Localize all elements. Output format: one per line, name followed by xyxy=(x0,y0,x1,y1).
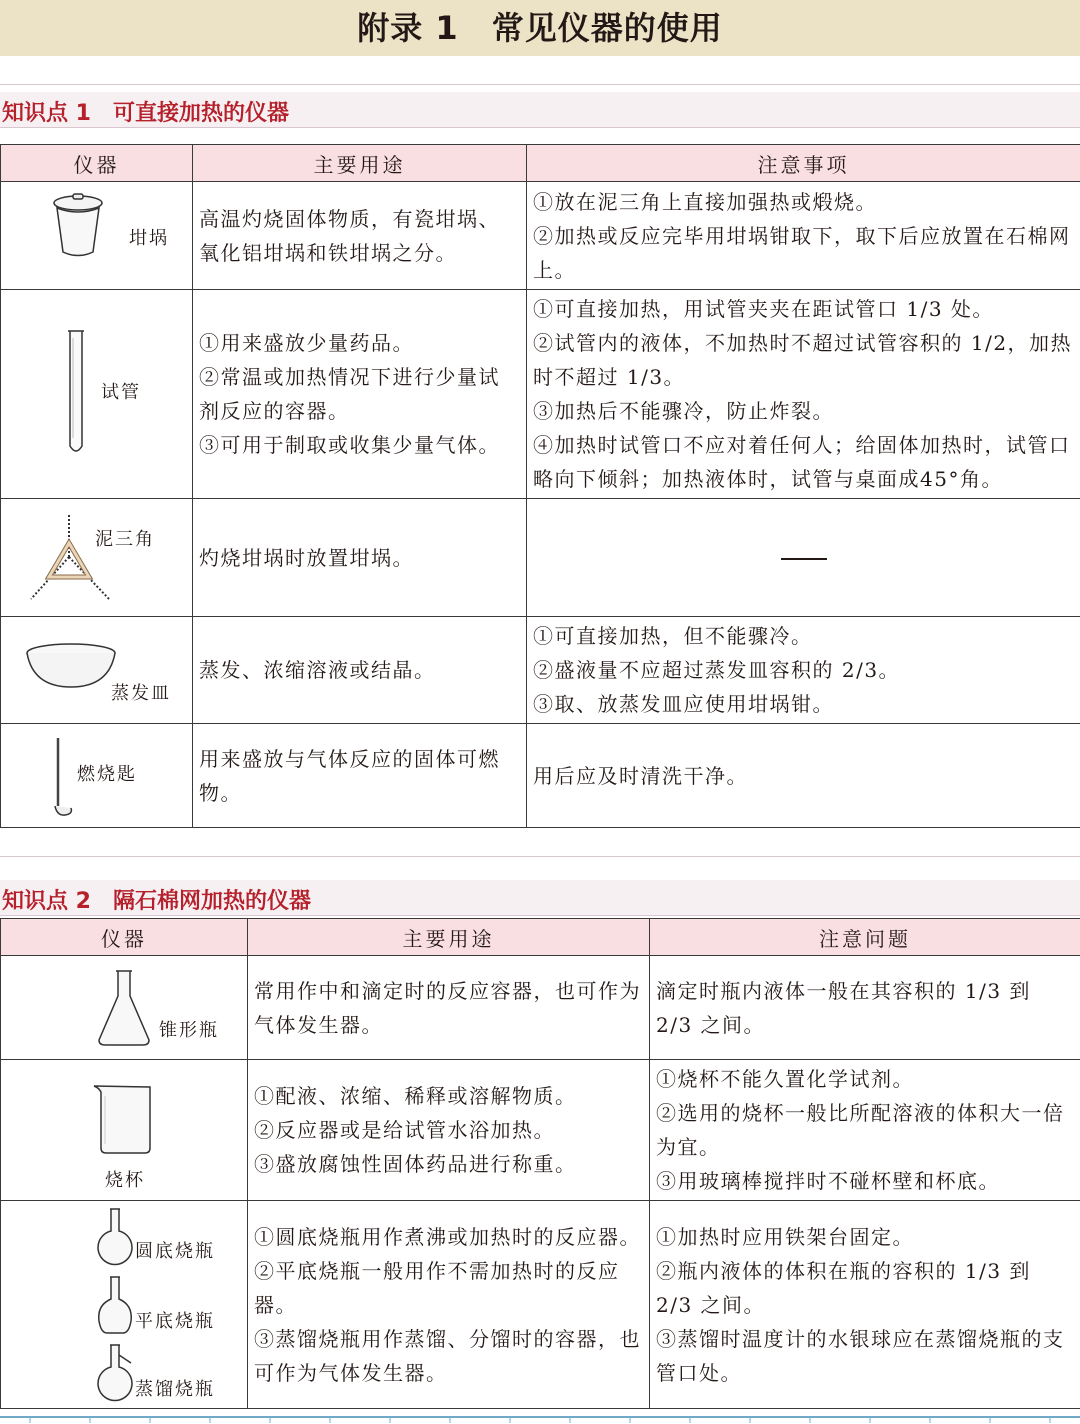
section-1-title: 知识点 1 可直接加热的仪器 xyxy=(2,101,289,126)
use-line: ②平底烧瓶一般用作不需加热时的反应器。 xyxy=(254,1258,620,1317)
note-line: ③取、放蒸发皿应使用坩埚钳。 xyxy=(533,692,834,716)
use-cell xyxy=(193,182,527,290)
test-tube-icon xyxy=(65,328,87,458)
use-cell xyxy=(248,1201,650,1409)
header-instrument: 仪器 xyxy=(1,919,248,956)
table-row xyxy=(1,724,1080,828)
note-line: ③加热后不能骤冷，防止炸裂。 xyxy=(533,399,834,423)
empty-dash xyxy=(781,558,827,560)
table-direct-heating xyxy=(0,144,1080,828)
note-line: ②选用的烧杯一般比所配溶液的体积大一倍为宜。 xyxy=(656,1101,1065,1159)
table-row xyxy=(1,499,1080,617)
instrument-cell xyxy=(1,499,193,617)
evaporating-dish-icon xyxy=(23,641,119,691)
use-line: ③蒸馏烧瓶用作蒸馏、分馏时的容器，也可作为气体发生器。 xyxy=(254,1326,641,1385)
instrument-name: 平底烧瓶 xyxy=(135,1311,215,1332)
instrument-cell xyxy=(1,1060,248,1201)
section-1-heading xyxy=(0,92,1080,128)
table-header-row xyxy=(1,919,1080,956)
instrument-name: 泥三角 xyxy=(95,529,155,550)
use-cell xyxy=(193,499,527,617)
note-line: ④加热时试管口不应对着任何人；给固体加热时，试管口略向下倾斜；加热液体时，试管与桌面成45°角。 xyxy=(533,433,1071,491)
instrument-cell xyxy=(1,290,193,499)
use-line: ②常温或加热情况下进行少量试剂反应的容器。 xyxy=(199,365,500,423)
use-cell xyxy=(248,1060,650,1201)
notes-cell xyxy=(527,182,1080,290)
header-instrument: 仪器 xyxy=(1,145,193,182)
section-rule xyxy=(0,915,1080,916)
use-cell xyxy=(193,290,527,499)
header-use: 主要用途 xyxy=(193,145,527,182)
note-line: ①加热时应用铁架台固定。 xyxy=(656,1224,914,1249)
notes-cell xyxy=(650,1060,1080,1201)
section-2-title: 知识点 2 隔石棉网加热的仪器 xyxy=(2,889,311,914)
table-header-row xyxy=(1,145,1080,182)
note-line: ③蒸馏时温度计的水银球应在蒸馏烧瓶的支管口处。 xyxy=(656,1326,1065,1385)
use-line: 蒸发、浓缩溶液或结晶。 xyxy=(199,658,436,682)
use-line: 高温灼烧固体物质，有瓷坩埚、氧化铝坩埚和铁坩埚之分。 xyxy=(199,206,500,265)
use-line: ①用来盛放少量药品。 xyxy=(199,331,414,355)
table-asbestos-heating xyxy=(0,918,1080,1409)
use-line: ①配液、浓缩、稀释或溶解物质。 xyxy=(254,1084,577,1108)
table-row xyxy=(1,956,1080,1060)
flat-bottom-flask-icon xyxy=(95,1275,135,1337)
note-line: 用后应及时清洗干净。 xyxy=(533,763,748,788)
combustion-spoon-icon xyxy=(51,736,77,818)
table-row xyxy=(1,1060,1080,1201)
note-line: ②瓶内液体的体积在瓶的容积的 1/3 到 2/3 之间。 xyxy=(656,1258,1031,1317)
conical-flask-icon xyxy=(95,968,153,1048)
note-line: ①放在泥三角上直接加强热或煅烧。 xyxy=(533,189,877,214)
note-line: ①烧杯不能久置化学试剂。 xyxy=(656,1067,914,1091)
section-divider xyxy=(0,84,1080,85)
round-bottom-flask-icon xyxy=(95,1207,135,1269)
instrument-name: 锥形瓶 xyxy=(159,1020,219,1041)
instrument-name: 烧杯 xyxy=(105,1170,145,1191)
use-line: ③盛放腐蚀性固体药品进行称重。 xyxy=(254,1152,577,1176)
use-line: ③可用于制取或收集少量气体。 xyxy=(199,433,500,457)
use-line: ①圆底烧瓶用作煮沸或加热时的反应器。 xyxy=(254,1224,641,1249)
instrument-cell xyxy=(1,1201,248,1409)
header-notes: 注意问题 xyxy=(650,919,1080,956)
table-row xyxy=(1,290,1080,499)
instrument-name: 试管 xyxy=(101,382,141,403)
use-cell xyxy=(248,956,650,1060)
instrument-name: 蒸发皿 xyxy=(111,683,171,704)
instrument-name: 圆底烧瓶 xyxy=(135,1241,215,1262)
notes-cell xyxy=(527,290,1080,499)
note-line: ②加热或反应完毕用坩埚钳取下，取下后应放置在石棉网上。 xyxy=(533,223,1071,282)
section-2-heading xyxy=(0,880,1080,916)
notes-cell xyxy=(527,499,1080,617)
page-title: 附录 1 常见仪器的使用 xyxy=(0,0,1080,56)
notes-cell xyxy=(527,724,1080,828)
use-line: 用来盛放与气体反应的固体可燃物。 xyxy=(199,746,500,805)
instrument-cell xyxy=(1,724,193,828)
instrument-cell xyxy=(1,182,193,290)
bottom-ruler xyxy=(0,1416,1080,1424)
table-row xyxy=(1,617,1080,724)
use-cell xyxy=(193,617,527,724)
instrument-name: 燃烧匙 xyxy=(77,764,137,785)
notes-cell xyxy=(527,617,1080,724)
use-line: 灼烧坩埚时放置坩埚。 xyxy=(199,545,414,570)
note-line: ②盛液量不应超过蒸发皿容积的 2/3。 xyxy=(533,658,901,682)
note-line: ①可直接加热，但不能骤冷。 xyxy=(533,624,813,648)
crucible-icon xyxy=(51,192,107,262)
use-cell xyxy=(193,724,527,828)
instrument-name: 蒸馏烧瓶 xyxy=(135,1379,215,1400)
instrument-cell xyxy=(1,956,248,1060)
header-notes: 注意事项 xyxy=(527,145,1080,182)
table-row xyxy=(1,182,1080,290)
use-line: 常用作中和滴定时的反应容器，也可作为气体发生器。 xyxy=(254,978,641,1037)
note-line: ②试管内的液体，不加热时不超过试管容积的 1/2，加热时不超过 1/3。 xyxy=(533,331,1073,389)
note-line: 滴定时瓶内液体一般在其容积的 1/3 到 2/3 之间。 xyxy=(656,978,1031,1037)
instrument-cell xyxy=(1,617,193,724)
header-use: 主要用途 xyxy=(248,919,650,956)
beaker-icon xyxy=(91,1082,157,1156)
note-line: ③用玻璃棒搅拌时不碰杯壁和杯底。 xyxy=(656,1169,1000,1193)
distilling-flask-icon xyxy=(95,1343,139,1405)
table-row xyxy=(1,1201,1080,1409)
instrument-name: 坩埚 xyxy=(129,228,169,249)
use-line: ②反应器或是给试管水浴加热。 xyxy=(254,1118,555,1142)
section-divider xyxy=(0,856,1080,857)
note-line: ①可直接加热，用试管夹夹在距试管口 1/3 处。 xyxy=(533,297,994,321)
section-rule xyxy=(0,127,1080,128)
notes-cell xyxy=(650,956,1080,1060)
notes-cell xyxy=(650,1201,1080,1409)
